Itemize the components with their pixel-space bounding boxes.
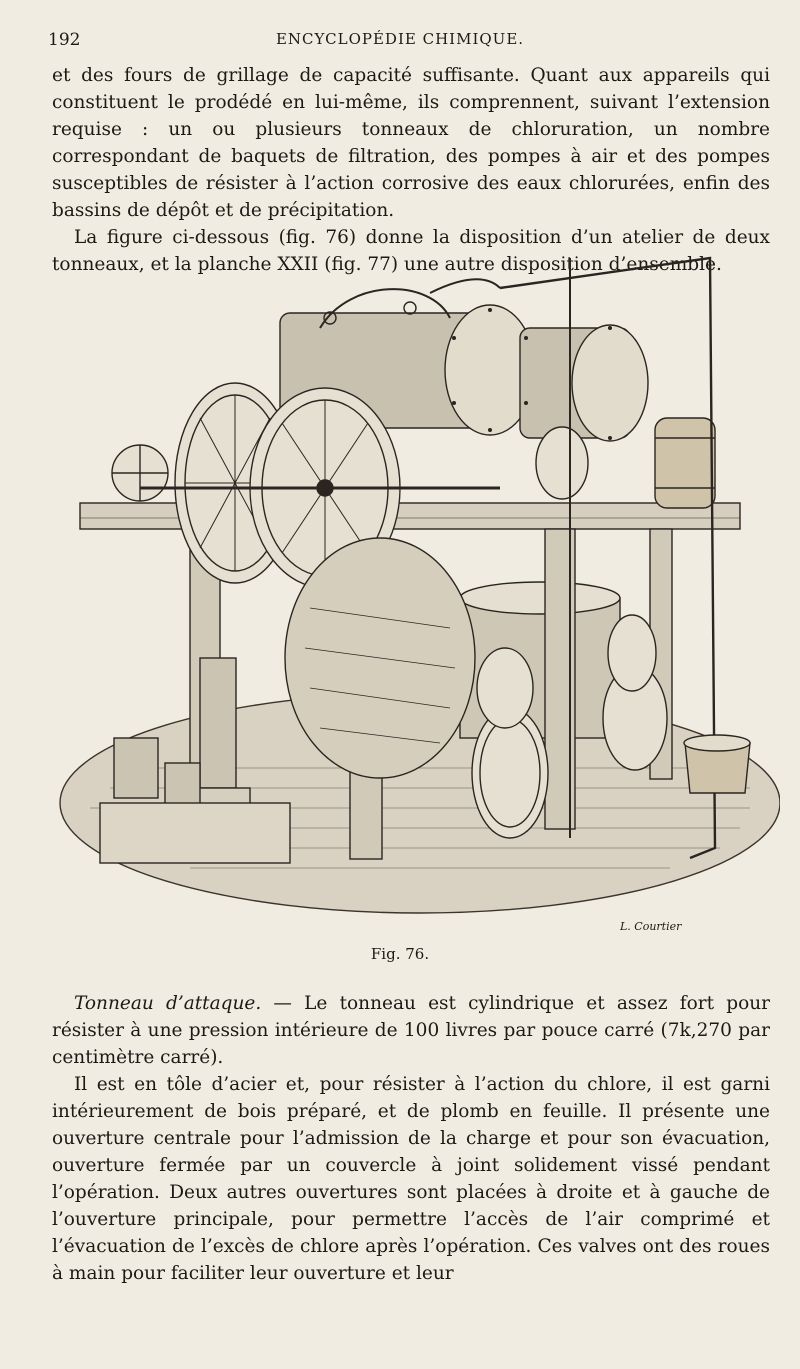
figure-caption: Fig. 76. [370,945,430,963]
running-title: ENCYCLOPÉDIE CHIMIQUE. [275,30,525,48]
page-header [48,30,752,54]
paragraph-3 [52,990,770,1071]
paragraph-2: La figure ci-dessous (fig. 76) donne la disposition d’un atelier de deux tonneaux, et la planche XXII (fig. 77) une autre disposition d’ensemble. [52,227,770,275]
top-text-block [52,62,770,278]
engraver-signature: L. Courtier [620,920,682,933]
paragraph-3-text: — Le tonneau est cylindrique et assez fort pour résister à une pression intérieure de 100 livres par pouce carré (7k,270 par centimètre carré). [52,993,770,1068]
page-number: 192 [48,30,81,50]
paragraph-1: et des fours de grillage de capacité suffisante. Quant aux appareils qui constituent le prodédé en lui-même, ils comprennent, suivant l’extension requise : un ou plusieurs tonneaux de chloruration, un nombre correspondant de baquets de filtration, des pompes à air et des pompes susceptibles de résister à l’action corrosive des eaux chlorurées, enfin des bassins de dépôt et de précipitation. [52,65,770,221]
paragraph-4: Il est en tôle d’acier et, pour résister à l’action du chlore, il est garni intérieurement de bois préparé, et de plomb en feuille. Il présente une ouverture centrale pour l’admission de la charge et pour son évacuation, ouverture fermée par un couvercle à joint solidement vissé pendant l’opération. Deux autres ouvertures sont placées à droite et à gauche de l’ouverture principale, pour permettre l’accès de l’air comprimé et l’évacuation de l’excès de chlore après l’opération. Ces valves ont des roues à main pour faciliter leur ouverture et leur [52,1074,770,1284]
chlorination-workshop-illustration [50,248,780,938]
section-title: Tonneau d’attaque. [74,993,262,1014]
bottom-text-block [52,990,770,1287]
figure-76-engraving [50,248,780,938]
